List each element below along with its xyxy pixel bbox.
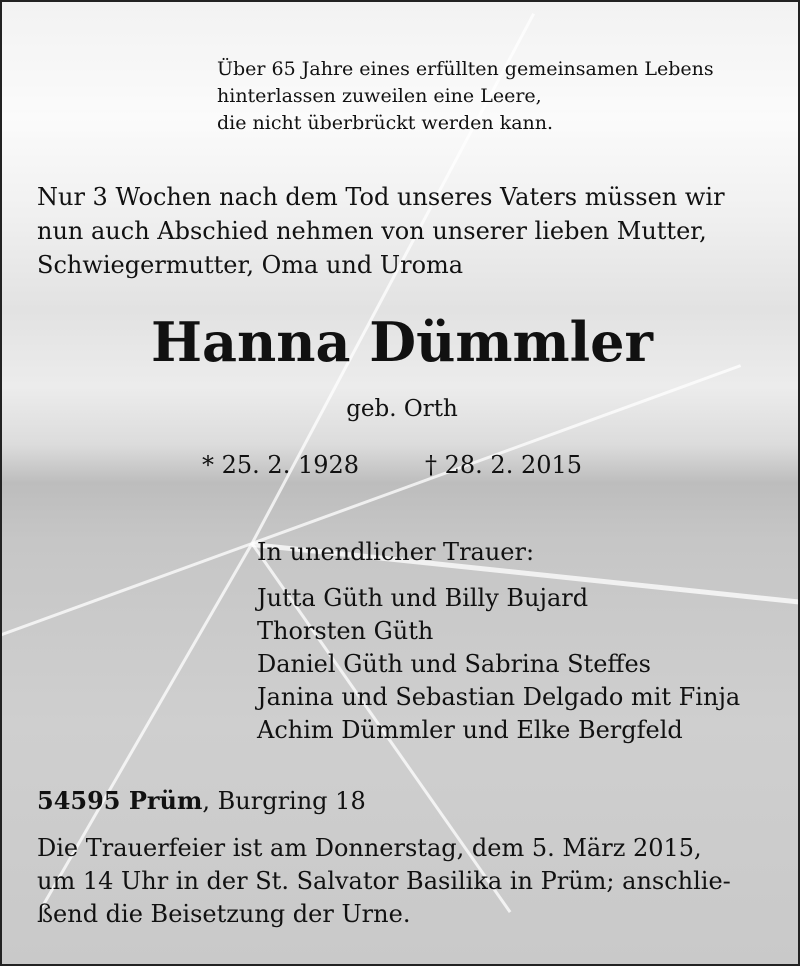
quote-line: hinterlassen zuweilen eine Leere, [217,85,542,107]
address [37,786,366,815]
mourner: Achim Dümmler und Elke Bergfeld [257,716,683,744]
birth-date: * 25. 2. 1928 [202,451,360,479]
sky-background-ray [0,542,253,682]
maiden-name: geb. Orth [346,396,458,422]
quote [217,56,714,137]
address-street: , Burgring 18 [202,787,366,815]
mourners-list [257,582,740,747]
quote-line: die nicht überbrückt werden kann. [217,112,554,134]
mourner: Thorsten Güth [257,617,434,645]
mourner: Daniel Güth und Sabrina Steffes [257,650,651,678]
mourning-heading: In unendlicher Trauer: [257,538,535,566]
mourner: Janina und Sebastian Delgado mit Finja [257,683,741,711]
service-line: um 14 Uhr in der St. Salvator Basilika in Prüm; anschlie- [37,867,731,895]
intro-paragraph [37,180,725,282]
death-date: † 28. 2. 2015 [425,451,583,479]
mourner: Jutta Güth und Billy Bujard [257,584,589,612]
intro-line: Schwiegermutter, Oma und Uroma [37,251,464,279]
quote-line: Über 65 Jahre eines erfüllten gemeinsamen Lebens [217,58,714,80]
service-line: ßend die Beisetzung der Urne. [37,900,411,928]
intro-line: Nur 3 Wochen nach dem Tod unseres Vaters müssen wir [37,183,725,211]
intro-line: nun auch Abschied nehmen von unserer lieben Mutter, [37,217,707,245]
deceased-name: Hanna Dümmler [150,310,653,374]
service-line: Die Trauerfeier ist am Donnerstag, dem 5. März 2015, [37,834,702,862]
service-info [37,832,731,931]
address-city: 54595 Prüm [37,786,203,815]
